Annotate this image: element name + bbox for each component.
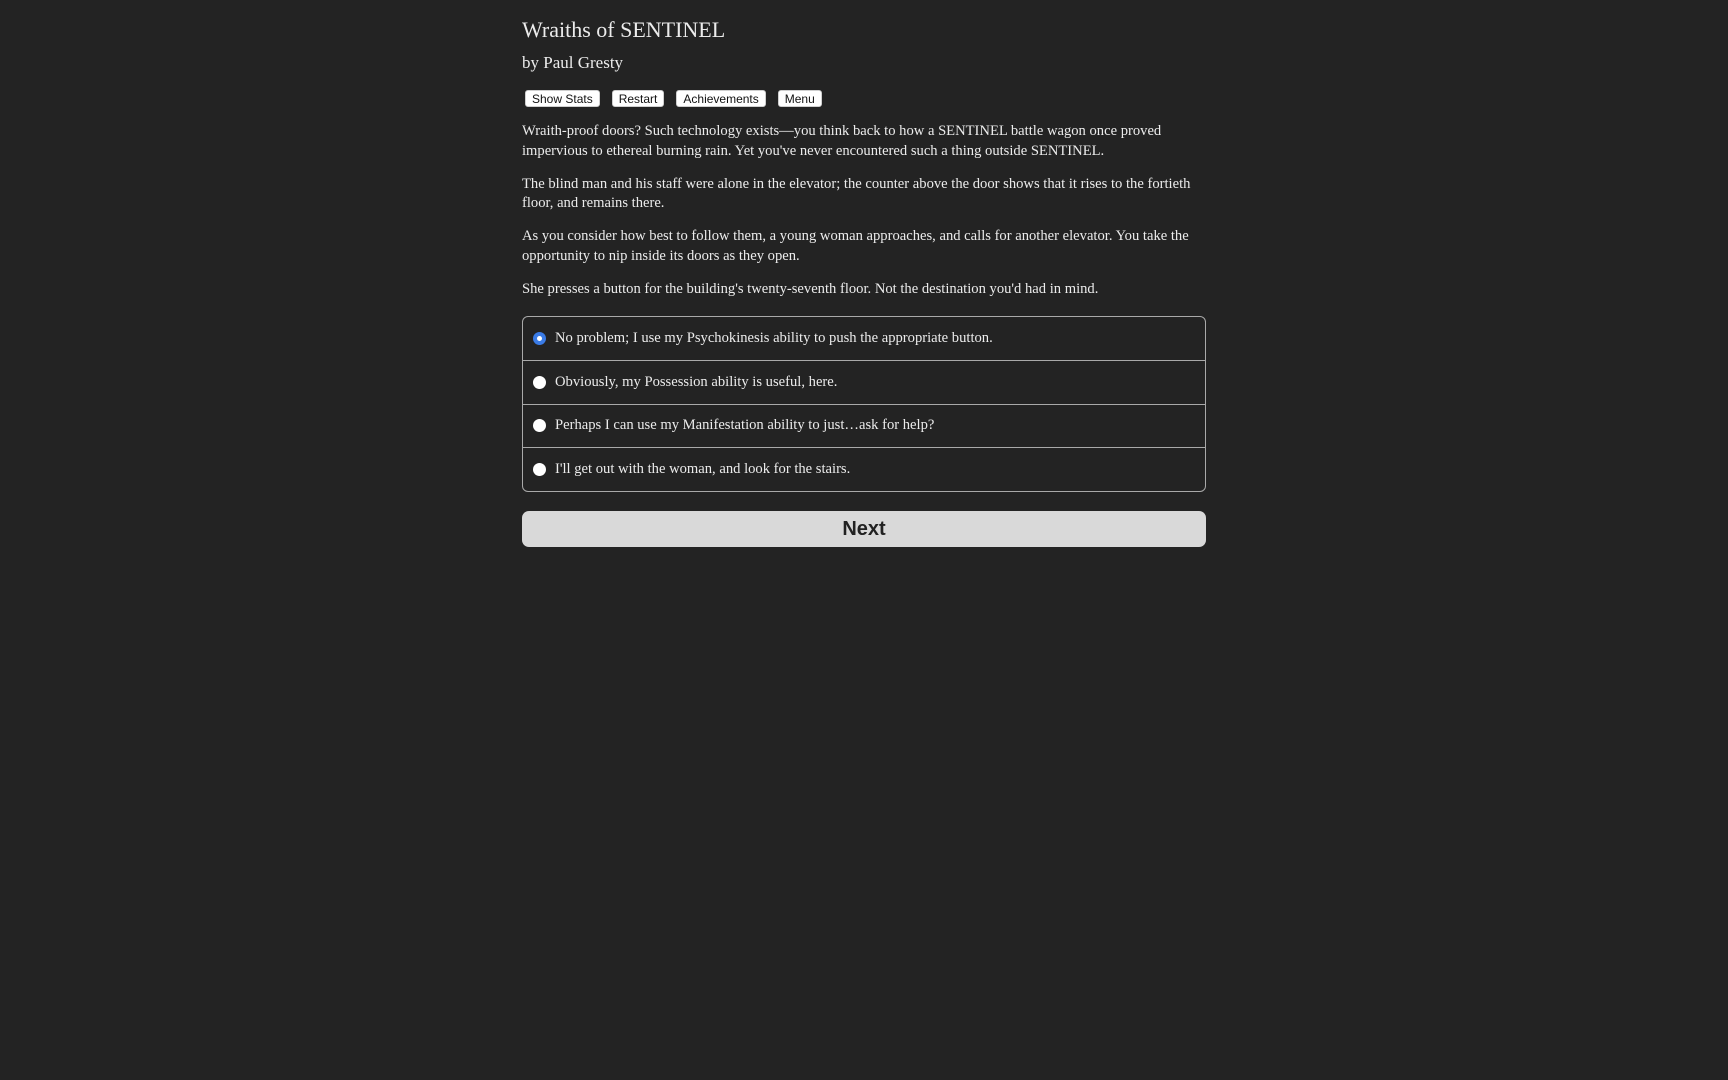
choice-option-stairs[interactable]: [523, 447, 1205, 491]
restart-button[interactable]: Restart: [612, 90, 665, 107]
radio-button[interactable]: [533, 419, 546, 432]
choice-label: I'll get out with the woman, and look for the stairs.: [555, 460, 851, 477]
radio-button[interactable]: [533, 376, 546, 389]
choice-option-manifestation[interactable]: [523, 404, 1205, 448]
radio-button-selected[interactable]: [533, 332, 546, 345]
choice-option-psychokinesis[interactable]: [523, 317, 1205, 360]
choice-label: Obviously, my Possession ability is useful, here.: [555, 373, 838, 390]
story-paragraph: The blind man and his staff were alone in the elevator; the counter above the door shows that it rises to the fortieth floor, and remains there.: [522, 175, 1191, 211]
choice-label: No problem; I use my Psychokinesis ability to push the appropriate button.: [555, 330, 993, 346]
choice-label: Perhaps I can use my Manifestation ability to just…ask for help?: [555, 417, 935, 434]
story-paragraph: Wraith-proof doors? Such technology exists—you think back to how a SENTINEL battle wagon once proved impervious to ethereal burning rain. Yet you've never encountered such a thing outside SENTINEL.: [522, 123, 1162, 159]
show-stats-button[interactable]: Show Stats: [525, 90, 600, 107]
story-paragraph: As you consider how best to follow them, a young woman approaches, and calls for another elevator. You take the opportunity to nip inside its doors as they open.: [522, 228, 1189, 264]
story-paragraph: She presses a button for the building's twenty-seventh floor. Not the destination you'd had in mind.: [522, 280, 1099, 297]
radio-button[interactable]: [533, 463, 546, 476]
game-author: by Paul Gresty: [522, 53, 624, 72]
story-text: [522, 122, 1206, 313]
choice-list: [522, 316, 1206, 492]
menu-button[interactable]: Menu: [778, 90, 822, 107]
game-title: Wraiths of SENTINEL: [522, 17, 726, 42]
choice-option-possession[interactable]: [523, 360, 1205, 404]
achievements-button[interactable]: Achievements: [676, 90, 765, 107]
toolbar: [525, 90, 822, 107]
next-button[interactable]: Next: [522, 511, 1206, 547]
